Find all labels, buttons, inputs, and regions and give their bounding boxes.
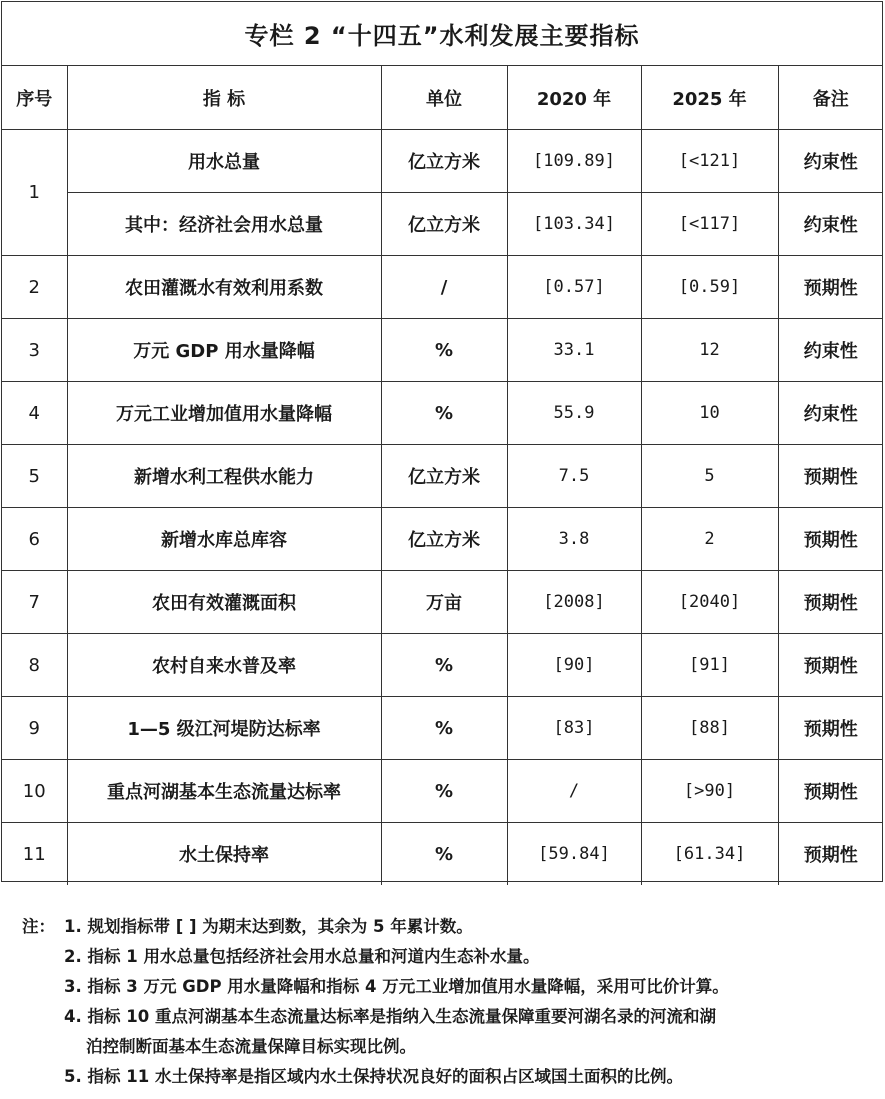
header-row [2, 66, 883, 130]
row-2020: [103.34] [507, 193, 641, 256]
header-note: 备注 [778, 66, 883, 130]
row-2020: / [507, 760, 641, 823]
row-unit: 亿立方米 [381, 445, 507, 508]
row-note: 预期性 [778, 571, 883, 634]
row-unit: / [381, 256, 507, 319]
table-title: 专栏 2 “十四五”水利发展主要指标 [2, 2, 882, 66]
row-2025: 2 [641, 508, 778, 571]
row-unit: 亿立方米 [381, 508, 507, 571]
table-row [2, 823, 883, 886]
row-2020: 7.5 [507, 445, 641, 508]
row-name: 农村自来水普及率 [67, 634, 381, 697]
row-name: 重点河湖基本生态流量达标率 [67, 760, 381, 823]
row-note: 预期性 [778, 634, 883, 697]
row-2020: 55.9 [507, 382, 641, 445]
row-unit: 万亩 [381, 571, 507, 634]
row-2020: [2008] [507, 571, 641, 634]
row-note: 约束性 [778, 193, 883, 256]
row-name: 1—5 级江河堤防达标率 [67, 697, 381, 760]
table-row [2, 760, 883, 823]
footnote-1 [22, 912, 882, 942]
row-2020: [90] [507, 634, 641, 697]
footnote-label: 注： [22, 917, 55, 936]
table-row [2, 319, 883, 382]
row-unit: 亿立方米 [381, 130, 507, 193]
row-note: 预期性 [778, 823, 883, 886]
row-2025: [<117] [641, 193, 778, 256]
header-2020: 2020 年 [507, 66, 641, 130]
table-row [2, 382, 883, 445]
row-no: 3 [2, 319, 67, 382]
row-unit: % [381, 382, 507, 445]
row-no: 8 [2, 634, 67, 697]
row-note: 预期性 [778, 760, 883, 823]
row-no: 2 [2, 256, 67, 319]
row-name: 水土保持率 [67, 823, 381, 886]
row-unit: % [381, 823, 507, 886]
table-row [2, 508, 883, 571]
row-unit: 亿立方米 [381, 193, 507, 256]
row-2025: 12 [641, 319, 778, 382]
row-unit: % [381, 760, 507, 823]
row-2025: [<121] [641, 130, 778, 193]
row-no: 7 [2, 571, 67, 634]
row-name: 农田有效灌溉面积 [67, 571, 381, 634]
footnote-4-continued [22, 1032, 882, 1062]
row-2020: 3.8 [507, 508, 641, 571]
row-note: 约束性 [778, 319, 883, 382]
row-no: 6 [2, 508, 67, 571]
table-row [2, 256, 883, 319]
footnote-3 [22, 972, 882, 1002]
table-row [2, 697, 883, 760]
row-2020: [83] [507, 697, 641, 760]
footnote-text: 3. 指标 3 万元 GDP 用水量降幅和指标 4 万元工业增加值用水量降幅，采用可比价计算。 [64, 977, 729, 996]
footnote-5 [22, 1062, 882, 1092]
row-2020: 33.1 [507, 319, 641, 382]
row-2025: [0.59] [641, 256, 778, 319]
row-no: 9 [2, 697, 67, 760]
row-2025: [91] [641, 634, 778, 697]
row-note: 预期性 [778, 508, 883, 571]
table-row [2, 571, 883, 634]
table-row [2, 130, 883, 193]
indicator-table [1, 1, 883, 882]
row-2025: [61.34] [641, 823, 778, 886]
row-name: 万元工业增加值用水量降幅 [67, 382, 381, 445]
row-2020: [0.57] [507, 256, 641, 319]
row-note: 约束性 [778, 130, 883, 193]
row-no: 1 [2, 130, 67, 256]
footnote-2 [22, 942, 882, 972]
row-note: 预期性 [778, 697, 883, 760]
footnote-text: 1. 规划指标带 [ ] 为期末达到数，其余为 5 年累计数。 [64, 917, 473, 936]
footnote-text: 泊控制断面基本生态流量保障目标实现比例。 [86, 1037, 416, 1056]
table-row [2, 193, 883, 256]
row-name: 新增水库总库容 [67, 508, 381, 571]
header-unit: 单位 [381, 66, 507, 130]
row-name: 其中：经济社会用水总量 [67, 193, 381, 256]
header-indicator: 指 标 [67, 66, 381, 130]
header-2025: 2025 年 [641, 66, 778, 130]
footnote-4 [22, 1002, 882, 1032]
row-name: 用水总量 [67, 130, 381, 193]
row-2020: [59.84] [507, 823, 641, 886]
row-no: 4 [2, 382, 67, 445]
row-2025: [>90] [641, 760, 778, 823]
table-row [2, 445, 883, 508]
row-2025: 5 [641, 445, 778, 508]
header-no: 序号 [2, 66, 67, 130]
row-no: 11 [2, 823, 67, 886]
row-unit: % [381, 319, 507, 382]
row-2025: 10 [641, 382, 778, 445]
row-name: 农田灌溉水有效利用系数 [67, 256, 381, 319]
row-note: 预期性 [778, 445, 883, 508]
footnote-text: 5. 指标 11 水土保持率是指区域内水土保持状况良好的面积占区域国土面积的比例。 [64, 1067, 683, 1086]
row-unit: % [381, 697, 507, 760]
footnotes [22, 912, 882, 1092]
footnote-text: 2. 指标 1 用水总量包括经济社会用水总量和河道内生态补水量。 [64, 947, 540, 966]
row-note: 约束性 [778, 382, 883, 445]
row-name: 万元 GDP 用水量降幅 [67, 319, 381, 382]
footnote-text: 4. 指标 10 重点河湖基本生态流量达标率是指纳入生态流量保障重要河湖名录的河流和湖 [64, 1007, 716, 1026]
table-row [2, 634, 883, 697]
row-unit: % [381, 634, 507, 697]
row-no: 5 [2, 445, 67, 508]
row-no: 10 [2, 760, 67, 823]
table-grid [2, 66, 882, 885]
row-2025: [88] [641, 697, 778, 760]
row-2025: [2040] [641, 571, 778, 634]
row-note: 预期性 [778, 256, 883, 319]
row-2020: [109.89] [507, 130, 641, 193]
row-name: 新增水利工程供水能力 [67, 445, 381, 508]
